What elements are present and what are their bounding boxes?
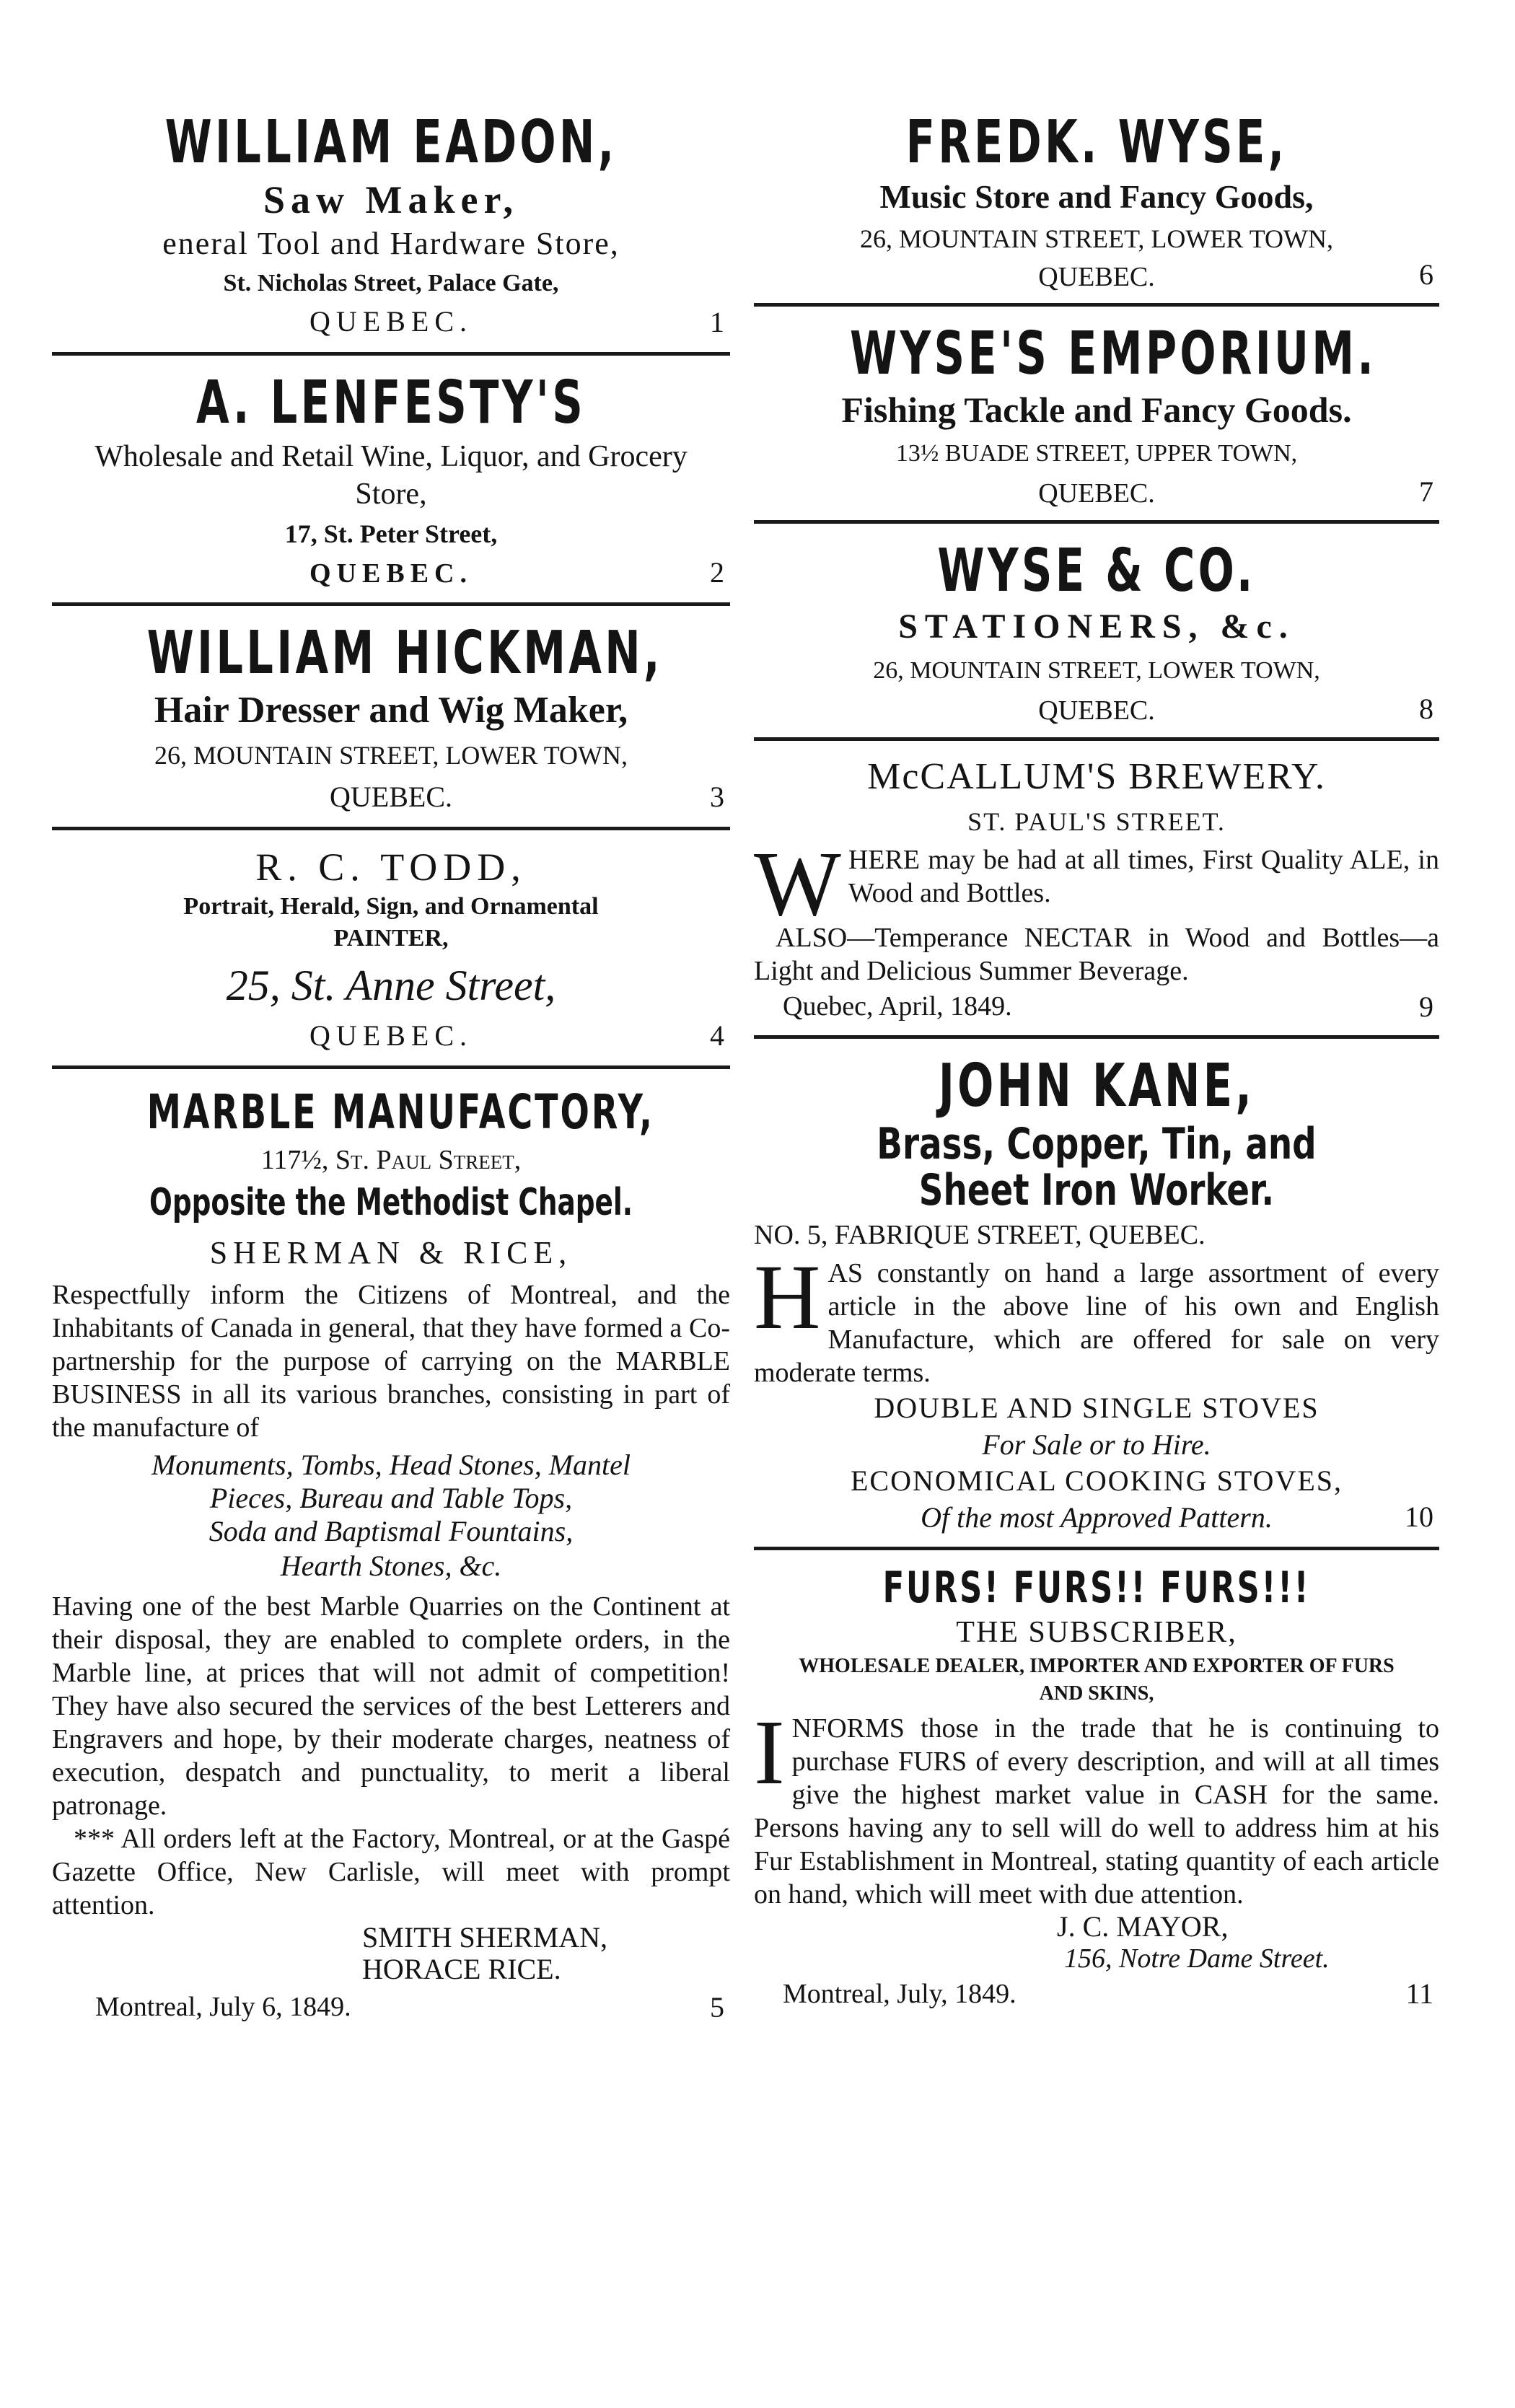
ad-number: 10 xyxy=(1405,1500,1433,1533)
ad-description: Wholesale and Retail Wine, Liquor, and Grocery Store, xyxy=(95,440,688,511)
ad-address: 17, St. Peter Street, xyxy=(284,519,498,548)
ad-mccallums-brewery xyxy=(754,754,1439,1025)
ad-trade: Saw Maker, xyxy=(263,178,519,221)
left-column xyxy=(52,108,730,2029)
body-paragraph: ALSO—Temperance NECTAR in Wood and Bottles—a Light and Delicious Summer Beverage. xyxy=(754,923,1439,986)
ad-city: QUEBEC. xyxy=(309,305,473,338)
ad-title: FURS! FURS!! FURS!!! xyxy=(882,1563,1311,1613)
ad-wyse-and-co xyxy=(754,537,1439,727)
ad-title: McCALLUM'S BREWERY. xyxy=(867,756,1326,797)
divider xyxy=(52,602,730,606)
drop-cap: H xyxy=(754,1246,821,1348)
ad-number: 1 xyxy=(710,306,724,338)
drop-cap: I xyxy=(754,1701,785,1803)
firm-name: SHERMAN & RICE, xyxy=(209,1235,573,1270)
ad-number: 4 xyxy=(710,1019,724,1052)
ad-lenfesty xyxy=(52,369,730,592)
ad-number: 2 xyxy=(710,556,724,589)
body-paragraph: HAS constantly on hand a large assortment of every article in the above line of his own and English Manufacture, which are offered for sale on very moderate terms. xyxy=(754,1246,1439,1388)
product-list-line: Monuments, Tombs, Head Stones, Mantel xyxy=(151,1449,631,1481)
signature: HORACE RICE. xyxy=(362,1953,561,1985)
ad-address: 26, MOUNTAIN STREET, LOWER TOWN, xyxy=(154,741,628,770)
ad-city: QUEBEC. xyxy=(1038,695,1155,726)
ad-trade-line-1: Portrait, Herald, Sign, and Ornamental xyxy=(183,893,599,920)
ad-subtitle: Opposite the Methodist Chapel. xyxy=(149,1181,633,1224)
signature: J. C. MAYOR, xyxy=(1057,1910,1229,1943)
ad-address: 13½ BUADE STREET, UPPER TOWN, xyxy=(895,440,1298,467)
ad-title: A. LENFESTY'S xyxy=(196,369,587,437)
ad-address: St. Nicholas Street, Palace Gate, xyxy=(223,270,559,296)
ad-william-hickman xyxy=(52,619,730,817)
body-paragraph: Having one of the best Marble Quarries on the Continent at their disposal, they are enabled to complete orders, in the Marble line, at prices that will not admit of competition! They have also secured the services of the best Letterers and Engravers and hope, by their moderate charges, neatness of execution, despatch and punctuality, to merit a liberal patronage. xyxy=(52,1591,730,1821)
product-list-line: Soda and Baptismal Fountains, xyxy=(208,1515,574,1547)
divider xyxy=(52,827,730,830)
product-list-line: Hearth Stones, &c. xyxy=(280,1550,502,1582)
ad-number: 7 xyxy=(1419,475,1433,508)
ad-title: WILLIAM HICKMAN, xyxy=(146,619,663,687)
ad-role: WHOLESALE DEALER, IMPORTER AND EXPORTER OF FURS AND SKINS, xyxy=(799,1655,1395,1705)
ad-date: Quebec, April, 1849. xyxy=(783,991,1012,1021)
ad-title: R. C. TODD, xyxy=(255,845,527,889)
divider xyxy=(754,1035,1439,1039)
ad-city: QUEBEC. xyxy=(309,1019,473,1052)
ad-city: QUEBEC. xyxy=(330,781,452,813)
ad-title: MARBLE MANUFACTORY, xyxy=(146,1084,654,1140)
ad-john-kane xyxy=(754,1052,1439,1537)
ad-trade: Music Store and Fancy Goods, xyxy=(879,178,1314,215)
ad-date: Montreal, July, 1849. xyxy=(783,1979,1016,2009)
ad-city: QUEBEC. xyxy=(309,558,473,589)
ad-trade: STATIONERS, &c. xyxy=(898,607,1295,646)
divider xyxy=(754,303,1439,307)
ad-address: 25, St. Anne Street, xyxy=(226,962,556,1009)
divider xyxy=(754,1547,1439,1550)
product-list-line: Pieces, Bureau and Table Tops, xyxy=(209,1482,573,1514)
notice-paragraph: *** All orders left at the Factory, Montreal, or at the Gaspé Gazette Office, New Carlisle, will meet with prompt attention. xyxy=(52,1824,730,1920)
body-paragraph: WHERE may be had at all times, First Quality ALE, in Wood and Bottles. xyxy=(754,832,1439,935)
ad-wyses-emporium xyxy=(754,320,1439,510)
divider xyxy=(52,352,730,356)
ad-street: ST. PAUL'S STREET. xyxy=(967,807,1226,836)
ad-trade: Fishing Tackle and Fancy Goods. xyxy=(841,390,1352,430)
ad-number: 5 xyxy=(710,1991,724,2023)
signature-address: 156, Notre Dame Street. xyxy=(1064,1943,1330,1974)
ad-title: JOHN KANE, xyxy=(938,1052,1255,1120)
body-paragraph: INFORMS those in the trade that he is continuing to purchase FURS of every description, and will at all times give the highest market value in CASH for the same. Persons having any to sell will do well to address him at his Fur Establishment in Montreal, stating quantity of each article on hand, which will meet with due attention. xyxy=(754,1701,1439,1910)
drop-cap: W xyxy=(754,832,841,935)
ad-address: 26, MOUNTAIN STREET, LOWER TOWN, xyxy=(873,657,1320,684)
ad-title: WILLIAM EADON, xyxy=(164,108,618,177)
stove-line: For Sale or to Hire. xyxy=(982,1428,1211,1461)
divider xyxy=(754,737,1439,741)
ad-number: 11 xyxy=(1405,1977,1433,2010)
divider xyxy=(754,520,1439,524)
ad-rc-todd xyxy=(52,843,730,1055)
ad-title: FREDK. WYSE, xyxy=(905,108,1288,177)
ad-city: QUEBEC. xyxy=(1038,262,1155,292)
right-column xyxy=(754,108,1439,2013)
signature: SMITH SHERMAN, xyxy=(362,1921,608,1954)
ad-title: WYSE & CO. xyxy=(937,537,1256,605)
ad-number: 3 xyxy=(710,781,724,813)
ad-trade-line-2: PAINTER, xyxy=(333,925,449,952)
ad-furs xyxy=(754,1563,1439,2013)
ad-date: Montreal, July 6, 1849. xyxy=(95,1992,351,2022)
stove-line: ECONOMICAL COOKING STOVES, xyxy=(850,1464,1343,1497)
ad-description: eneral Tool and Hardware Store, xyxy=(162,226,620,261)
ad-number: 9 xyxy=(1419,990,1433,1023)
stove-line: DOUBLE AND SINGLE STOVES xyxy=(874,1392,1319,1424)
ad-address: NO. 5, FABRIQUE STREET, QUEBEC. xyxy=(754,1220,1206,1250)
divider xyxy=(52,1065,730,1069)
stove-line: Of the most Approved Pattern. xyxy=(921,1501,1273,1534)
ad-subtitle: THE SUBSCRIBER, xyxy=(956,1616,1237,1649)
ad-city: QUEBEC. xyxy=(1038,478,1155,509)
ad-address: 117½, St. Paul Street, xyxy=(260,1145,522,1175)
body-paragraph: Respectfully inform the Citizens of Montreal, and the Inhabitants of Canada in general, that they have formed a Co-partnership for the purpose of carrying on the MARBLE BUSINESS in all its various branches, consisting in part of the manufacture of xyxy=(52,1280,730,1443)
ad-number: 6 xyxy=(1419,258,1433,291)
ad-trade: Hair Dresser and Wig Maker, xyxy=(154,690,628,731)
ad-number: 8 xyxy=(1419,693,1433,725)
ad-address: 26, MOUNTAIN STREET, LOWER TOWN, xyxy=(859,224,1334,253)
ad-fredk-wyse xyxy=(754,108,1439,293)
ad-trade: Brass, Copper, Tin, and Sheet Iron Worker. xyxy=(877,1119,1317,1216)
ad-marble-manufactory xyxy=(52,1082,730,2029)
ad-william-eadon xyxy=(52,108,730,342)
ad-title: WYSE'S EMPORIUM. xyxy=(850,320,1377,388)
